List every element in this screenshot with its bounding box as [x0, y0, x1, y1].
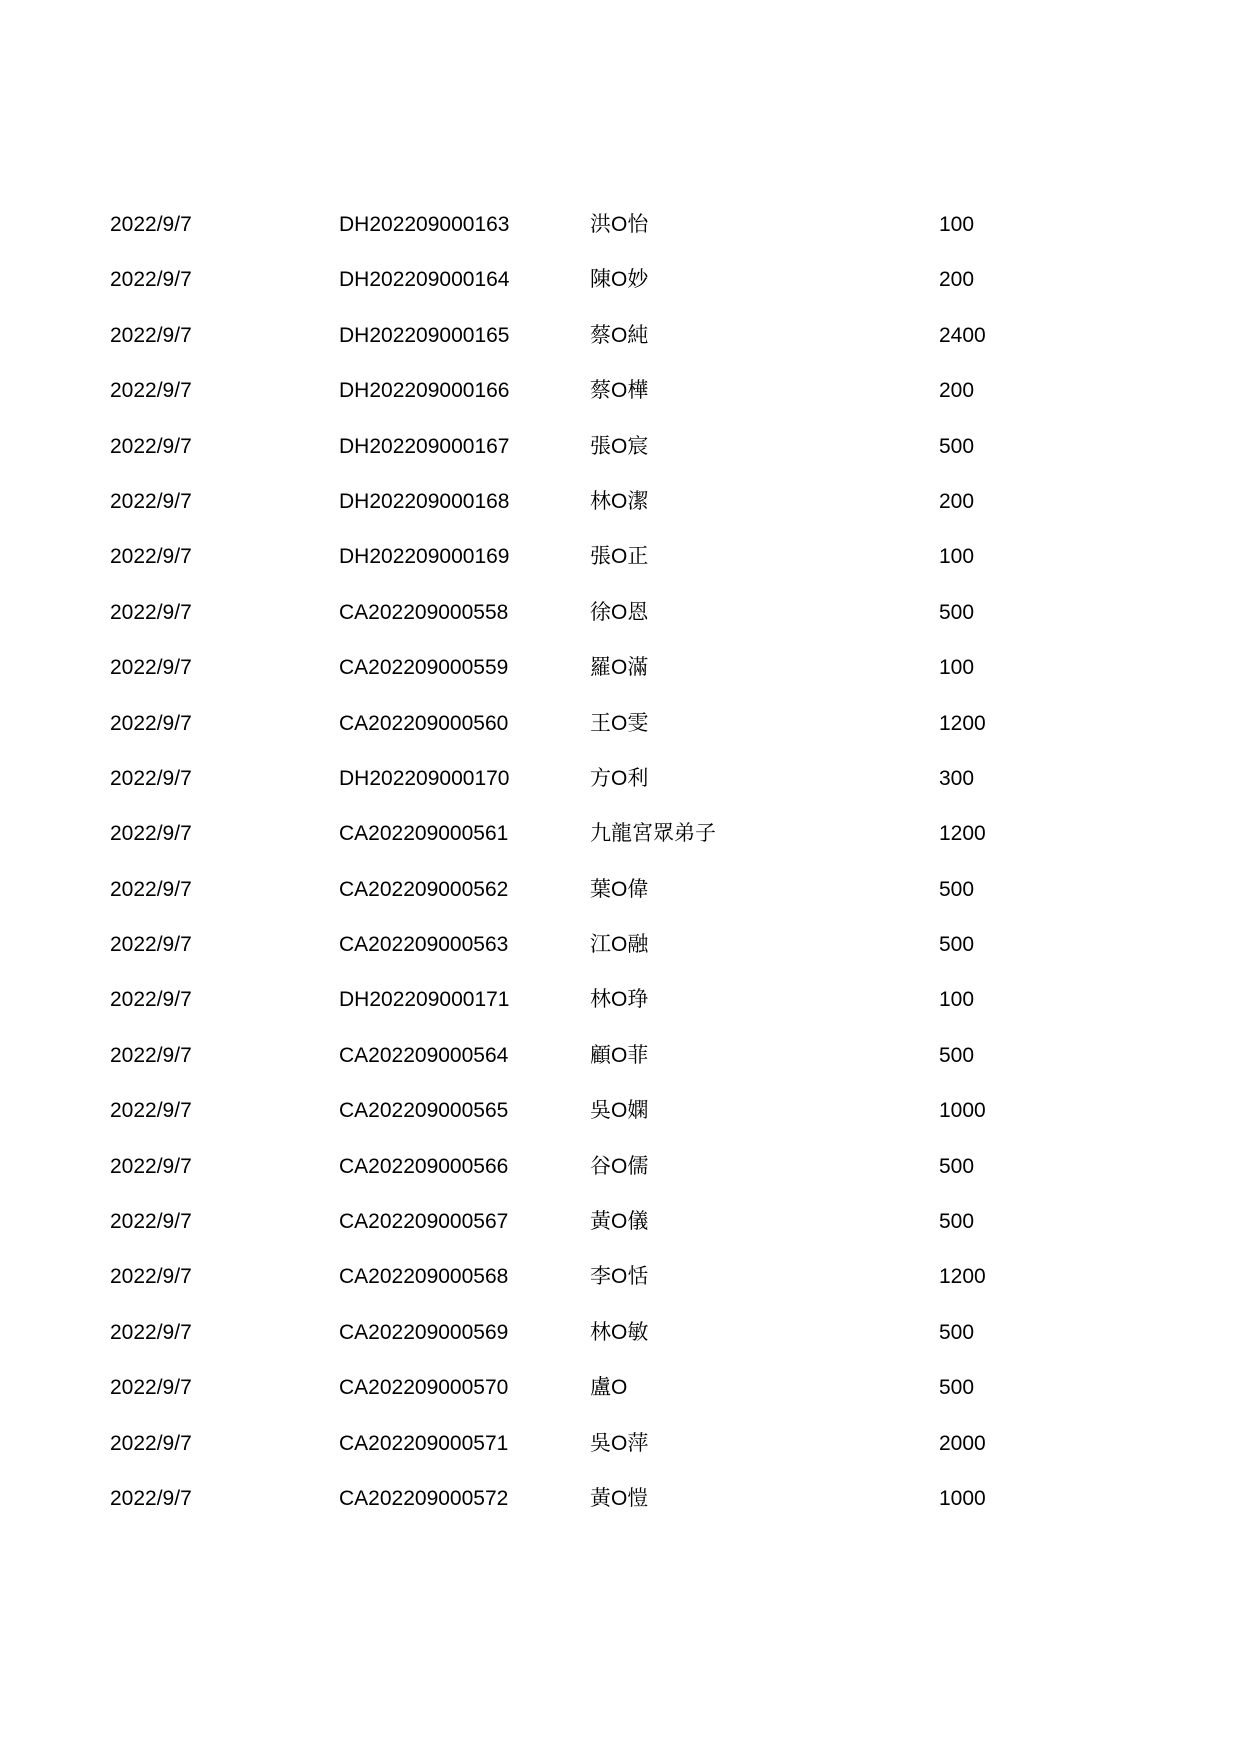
donor-name: 羅O滿 — [590, 656, 649, 680]
donation-amount: 500 — [939, 1376, 975, 1400]
donor-name: 蔡O純 — [590, 323, 649, 347]
donation-date: 2022/9/7 — [110, 434, 192, 458]
receipt-number: DH202209000170 — [339, 766, 510, 790]
donor-name: 王O雯 — [590, 711, 649, 735]
donor-name: 洪O怡 — [590, 213, 649, 236]
ledger-row — [0, 1045, 1240, 1100]
donation-amount: 500 — [939, 877, 975, 901]
ledger-row — [0, 713, 1240, 768]
donation-date: 2022/9/7 — [110, 323, 192, 347]
ledger-row — [0, 325, 1240, 380]
donation-amount: 500 — [939, 434, 975, 458]
receipt-number: CA202209000563 — [339, 933, 509, 957]
ledger-row — [0, 768, 1240, 823]
receipt-number: DH202209000171 — [339, 988, 510, 1012]
donation-date: 2022/9/7 — [110, 822, 192, 846]
ledger-row — [0, 380, 1240, 435]
receipt-number: CA202209000560 — [339, 711, 509, 735]
receipt-number: CA202209000570 — [339, 1376, 509, 1400]
donor-name: 李O恬 — [590, 1265, 649, 1289]
donor-name: 盧O — [590, 1376, 628, 1400]
receipt-number: DH202209000166 — [339, 379, 510, 403]
donation-date: 2022/9/7 — [110, 766, 192, 790]
donor-name: 九龍宮眾弟子 — [590, 822, 716, 846]
donor-name: 江O融 — [590, 933, 649, 957]
receipt-number: CA202209000565 — [339, 1099, 509, 1123]
receipt-number: CA202209000571 — [339, 1431, 509, 1455]
donation-amount: 2000 — [939, 1431, 986, 1455]
receipt-number: DH202209000163 — [339, 213, 510, 236]
receipt-number: DH202209000165 — [339, 323, 510, 347]
donation-date: 2022/9/7 — [110, 877, 192, 901]
donor-name: 黃O儀 — [590, 1210, 649, 1234]
donor-name: 谷O儒 — [590, 1154, 649, 1178]
ledger-row — [0, 1377, 1240, 1432]
receipt-number: CA202209000562 — [339, 877, 509, 901]
ledger-row — [0, 214, 1240, 269]
donation-amount: 100 — [939, 988, 975, 1012]
donation-amount: 500 — [939, 1043, 975, 1067]
donation-amount: 1000 — [939, 1099, 986, 1123]
donor-name: 吳O嫻 — [590, 1099, 649, 1123]
donor-name: 徐O恩 — [590, 600, 649, 624]
receipt-number: CA202209000566 — [339, 1154, 509, 1178]
receipt-number: CA202209000567 — [339, 1210, 509, 1234]
donation-amount: 1200 — [939, 822, 986, 846]
donor-name: 張O宸 — [590, 434, 649, 458]
donation-date: 2022/9/7 — [110, 656, 192, 680]
donation-date: 2022/9/7 — [110, 489, 192, 513]
donation-amount: 2400 — [939, 323, 986, 347]
donation-date: 2022/9/7 — [110, 933, 192, 957]
ledger-row — [0, 1100, 1240, 1155]
donor-name: 張O正 — [590, 545, 649, 569]
donation-date: 2022/9/7 — [110, 545, 192, 569]
receipt-number: CA202209000559 — [339, 656, 509, 680]
donation-amount: 1000 — [939, 1486, 986, 1510]
donor-name: 林O琤 — [590, 988, 649, 1012]
donation-ledger — [0, 214, 1240, 1543]
ledger-row — [0, 989, 1240, 1044]
ledger-row — [0, 879, 1240, 934]
donation-amount: 1200 — [939, 711, 986, 735]
donation-date: 2022/9/7 — [110, 1154, 192, 1178]
receipt-number: DH202209000164 — [339, 268, 510, 292]
donation-date: 2022/9/7 — [110, 1043, 192, 1067]
donation-amount: 500 — [939, 600, 975, 624]
receipt-number: CA202209000564 — [339, 1043, 509, 1067]
donor-name: 林O敏 — [590, 1320, 649, 1344]
donation-date: 2022/9/7 — [110, 268, 192, 292]
donation-amount: 100 — [939, 545, 975, 569]
donation-date: 2022/9/7 — [110, 711, 192, 735]
donation-amount: 1200 — [939, 1265, 986, 1289]
donation-date: 2022/9/7 — [110, 213, 192, 236]
donation-amount: 100 — [939, 213, 975, 236]
donation-date: 2022/9/7 — [110, 600, 192, 624]
donation-date: 2022/9/7 — [110, 379, 192, 403]
donor-name: 林O潔 — [590, 489, 649, 513]
donation-amount: 200 — [939, 268, 975, 292]
ledger-row — [0, 1211, 1240, 1266]
donation-amount: 500 — [939, 933, 975, 957]
donor-name: 方O利 — [590, 766, 649, 790]
ledger-row — [0, 1433, 1240, 1488]
donation-date: 2022/9/7 — [110, 988, 192, 1012]
ledger-row — [0, 269, 1240, 324]
donation-amount: 300 — [939, 766, 975, 790]
donation-amount: 200 — [939, 379, 975, 403]
ledger-row — [0, 657, 1240, 712]
receipt-number: CA202209000558 — [339, 600, 509, 624]
ledger-row — [0, 1266, 1240, 1321]
donation-amount: 500 — [939, 1210, 975, 1234]
ledger-row — [0, 823, 1240, 878]
ledger-row — [0, 602, 1240, 657]
donation-date: 2022/9/7 — [110, 1376, 192, 1400]
donation-date: 2022/9/7 — [110, 1210, 192, 1234]
donation-amount: 500 — [939, 1320, 975, 1344]
ledger-row — [0, 546, 1240, 601]
donation-amount: 100 — [939, 656, 975, 680]
donation-date: 2022/9/7 — [110, 1320, 192, 1344]
donation-amount: 200 — [939, 489, 975, 513]
donor-name: 顧O菲 — [590, 1043, 649, 1067]
receipt-number: CA202209000569 — [339, 1320, 509, 1344]
donor-name: 葉O偉 — [590, 877, 649, 901]
ledger-row — [0, 934, 1240, 989]
receipt-number: DH202209000168 — [339, 489, 510, 513]
donation-date: 2022/9/7 — [110, 1431, 192, 1455]
donor-name: 陳O妙 — [590, 268, 649, 292]
ledger-row — [0, 436, 1240, 491]
donation-date: 2022/9/7 — [110, 1265, 192, 1289]
receipt-number: CA202209000568 — [339, 1265, 509, 1289]
receipt-number: DH202209000167 — [339, 434, 510, 458]
ledger-row — [0, 1322, 1240, 1377]
donation-amount: 500 — [939, 1154, 975, 1178]
ledger-row — [0, 491, 1240, 546]
ledger-row — [0, 1156, 1240, 1211]
donation-date: 2022/9/7 — [110, 1486, 192, 1510]
receipt-number: CA202209000561 — [339, 822, 509, 846]
receipt-number: CA202209000572 — [339, 1486, 509, 1510]
ledger-row — [0, 1488, 1240, 1543]
donor-name: 吳O萍 — [590, 1431, 649, 1455]
receipt-number: DH202209000169 — [339, 545, 510, 569]
donor-name: 蔡O樺 — [590, 379, 649, 403]
donor-name: 黃O愷 — [590, 1486, 649, 1510]
donation-date: 2022/9/7 — [110, 1099, 192, 1123]
